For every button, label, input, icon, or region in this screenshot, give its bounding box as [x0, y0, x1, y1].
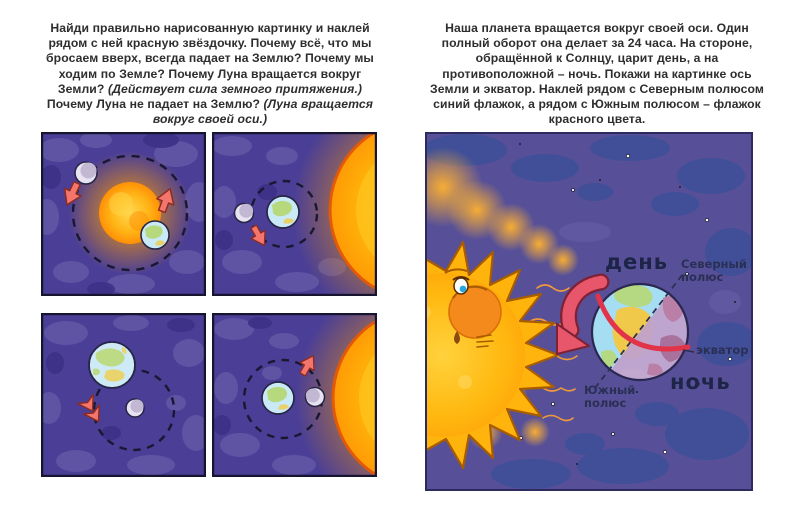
label-north-pole-line1: Северный	[681, 257, 747, 271]
label-equator: экватор	[696, 343, 749, 357]
label-south-pole-line2: полюс	[584, 396, 627, 410]
moon-icon	[126, 399, 144, 417]
label-north-pole	[681, 258, 747, 284]
left-page-instruction	[42, 21, 378, 127]
panel-moon-between-earth-sun	[212, 313, 377, 477]
moon-icon	[75, 162, 97, 184]
earth-icon	[267, 196, 299, 228]
sun-texture	[109, 192, 133, 216]
instruction-answer-italic: (Действует сила земного притяжения.)	[107, 81, 363, 96]
earth-icon	[141, 221, 169, 249]
panel-moon-orbits-earth	[212, 132, 377, 296]
right-page-instruction	[426, 21, 768, 127]
label-north-pole-line2: полюс	[681, 270, 724, 284]
instruction-text: Наша планета вращается вокруг своей оси. Один полный оборот она делает за 24 часа. На стороне, обращённой к Солнцу, царит день, а на противоположной – ночь. Покажи на картинке ось Земли и экватор. Наклей рядом с Северным полюсом синий флажок, а рядом с Южным полюсом – флажок красного цвета.	[430, 21, 764, 127]
day-night-illustration	[425, 132, 753, 491]
panel4-scene	[212, 313, 377, 477]
moon-icon	[306, 388, 325, 407]
instruction-answer-italic: (Луна вращается вокруг своей оси.)	[152, 97, 374, 127]
moon-icon	[235, 204, 254, 223]
day-night-scene	[425, 132, 753, 491]
earth-icon	[262, 382, 294, 414]
panel-moon-earth-orbit-sun	[41, 132, 206, 296]
panel3-scene	[41, 313, 206, 477]
label-night: ночь	[670, 370, 731, 394]
instruction-text: Найди правильно нарисованную картинку и наклей рядом с ней красную звёздочку. Почему всё, что мы бросаем вверх, всегда падает на Землю? Почему мы ходим по Земле? Почему Луна вращается вокруг Земли?	[46, 21, 374, 96]
panel1-scene	[41, 132, 206, 296]
panel-earth-orbits-moon	[41, 313, 206, 477]
panel2-scene	[212, 132, 377, 296]
earth-icon	[89, 342, 135, 388]
instruction-text: Почему Луна не падает на Землю?	[46, 97, 264, 112]
label-south-pole	[584, 384, 635, 410]
label-south-pole-line1: Южный	[584, 383, 636, 397]
sun-eye-pupil	[460, 286, 467, 293]
label-day: день	[605, 250, 668, 274]
